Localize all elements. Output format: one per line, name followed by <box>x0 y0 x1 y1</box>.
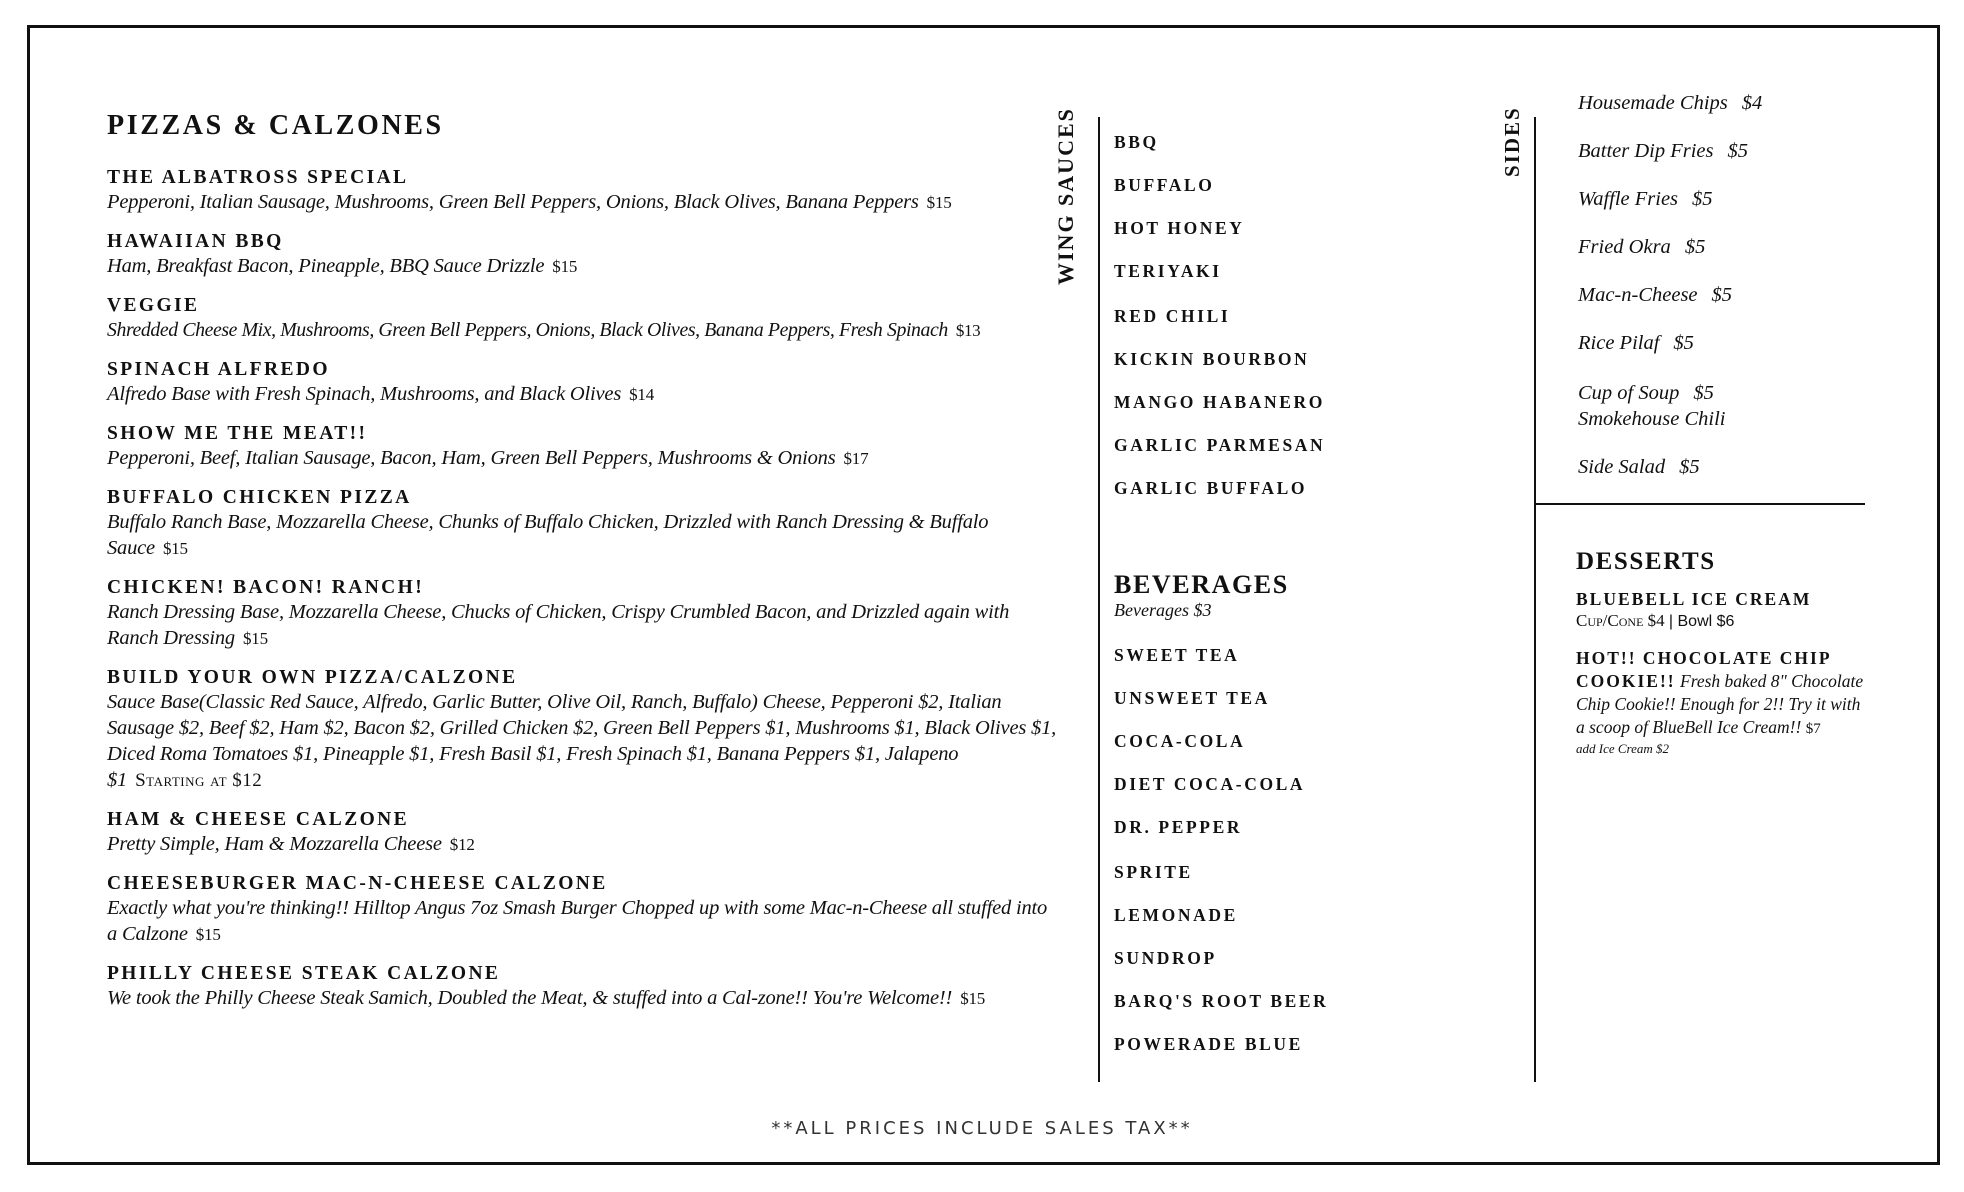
pizza-name: CHEESEBURGER MAC-N-CHEESE CALZONE <box>107 873 608 894</box>
pizza-desc <box>107 189 1057 216</box>
pizza-price: $15 <box>552 257 578 276</box>
pizza-price: $15 <box>960 989 986 1008</box>
pizza-desc-text: Ranch Dressing Base, Mozzarella Cheese, Chucks of Chicken, Crispy Crumbled Bacon, and Drizzled again with Ranch Dressing <box>107 601 1010 649</box>
pizza-item <box>107 873 1057 948</box>
pizza-name: CHICKEN! BACON! RANCH! <box>107 577 425 598</box>
beverages-subtitle: Beverages $3 <box>1114 600 1212 620</box>
pizzas-title: PIZZAS & CALZONES <box>107 110 444 141</box>
side-price: $5 <box>1692 188 1713 210</box>
beverage-item: SWEET TEA <box>1114 645 1240 665</box>
pizza-price: $12 <box>449 835 475 854</box>
side-price: $5 <box>1711 284 1733 306</box>
wing-sauces-title: WING SAUCES <box>1053 107 1078 285</box>
pizza-item <box>107 167 1057 216</box>
pizza-name: PHILLY CHEESE STEAK CALZONE <box>107 963 501 984</box>
side-price: $5 <box>1684 236 1706 258</box>
pizza-item <box>107 577 1057 652</box>
pizza-item <box>107 231 1057 280</box>
beverage-item: LEMONADE <box>1114 905 1238 925</box>
pizza-name: BUILD YOUR OWN PIZZA/CALZONE <box>107 667 518 688</box>
pizza-item <box>107 359 1057 408</box>
wing-sauces-list <box>1114 0 1444 1100</box>
pizza-desc <box>107 985 1057 1012</box>
pizza-desc-text: Pretty Simple, Ham & Mozzarella Cheese <box>107 833 442 855</box>
pizza-desc-text: Buffalo Ranch Base, Mozzarella Cheese, Chunks of Buffalo Chicken, Drizzled with Ranch Dressing & Buffalo Sauce <box>107 511 989 559</box>
side-name: Batter Dip Fries <box>1578 140 1714 162</box>
wing-sauce-item: HOT HONEY <box>1114 218 1245 238</box>
wing-sauce-item: KICKIN BOURBON <box>1114 349 1310 369</box>
pizza-item <box>107 423 1057 472</box>
side-name: Side Salad <box>1578 456 1666 478</box>
pizza-desc <box>107 509 1057 562</box>
side-price: $5 <box>1673 332 1694 354</box>
pizza-desc <box>107 445 1057 472</box>
side-item <box>1578 186 1713 212</box>
dessert-prices <box>1576 610 1876 633</box>
column-divider-left <box>1098 117 1100 1082</box>
tax-note: **ALL PRICES INCLUDE SALES TAX** <box>771 1118 1193 1139</box>
side-item <box>1578 90 1762 116</box>
beverage-item: DR. PEPPER <box>1114 817 1243 837</box>
pizza-price: $15 <box>195 925 221 944</box>
sides-title: SIDES <box>1500 106 1524 177</box>
dessert-item <box>1576 588 1876 633</box>
side-item-extra: Smokehouse Chili <box>1578 408 1726 430</box>
pizza-item <box>107 487 1057 562</box>
pizza-desc-text: Pepperoni, Beef, Italian Sausage, Bacon, Ham, Green Bell Peppers, Mushrooms & Onions <box>107 447 836 469</box>
beverage-item: SPRITE <box>1114 862 1193 882</box>
pizza-name: SHOW ME THE MEAT!! <box>107 423 368 444</box>
pizza-name: HAWAIIAN BBQ <box>107 231 284 252</box>
side-item <box>1578 454 1700 480</box>
side-item <box>1578 234 1705 260</box>
pizza-item <box>107 809 1057 858</box>
pizza-name: HAM & CHEESE CALZONE <box>107 809 410 830</box>
dessert-name: HOT!! CHOCOLATE CHIP COOKIE!! <box>1576 648 1831 691</box>
dessert-price: $7 <box>1805 721 1821 737</box>
pizza-price: $15 <box>926 193 952 212</box>
pizza-price: $15 <box>242 629 268 648</box>
pizza-list <box>107 167 1057 1027</box>
pizza-desc-text: Ham, Breakfast Bacon, Pineapple, BBQ Sauce Drizzle <box>107 255 545 277</box>
wing-sauce-item: BUFFALO <box>1114 175 1215 195</box>
pizza-item <box>107 667 1057 794</box>
pizza-desc-text: We took the Philly Cheese Steak Samich, Doubled the Meat, & stuffed into a Cal-zone!! You're Welcome!! <box>107 987 953 1009</box>
dessert-name: BLUEBELL ICE CREAM <box>1576 589 1812 609</box>
side-price: $5 <box>1727 140 1749 162</box>
dessert-item <box>1576 647 1876 757</box>
side-name: Housemade Chips <box>1578 92 1728 114</box>
pizza-desc-text: Sauce Base(Classic Red Sauce, Alfredo, Garlic Butter, Olive Oil, Ranch, Buffalo) Cheese, Pepperoni $2, Italian Sausage $2, Beef $2, Ham $2, Bacon $2, Grilled Chicken $2, Green Bell Peppers $1, Mushrooms $1, Black Olives $1, Diced Roma Tomatoes $1, Pineapple $1, Fresh Basil $1, Fresh Spinach $1, Banana Peppers $1, Jalapeno $1 <box>107 691 1057 791</box>
desserts-section <box>1576 548 1876 757</box>
side-price: $5 <box>1693 382 1714 404</box>
beverage-item: SUNDROP <box>1114 948 1217 968</box>
wing-sauce-item: BBQ <box>1114 132 1159 152</box>
pizza-desc <box>107 831 1057 858</box>
pizza-desc <box>107 381 1057 408</box>
column-divider-right <box>1534 117 1536 1082</box>
wing-sauce-item: TERIYAKI <box>1114 261 1222 281</box>
wing-sauce-item: GARLIC BUFFALO <box>1114 478 1308 498</box>
pizza-price: $13 <box>955 321 981 340</box>
pizza-price: $15 <box>162 539 188 558</box>
wing-sauce-item: GARLIC PARMESAN <box>1114 435 1326 455</box>
sides-list <box>1578 0 1918 520</box>
pizza-desc-text: Shredded Cheese Mix, Mushrooms, Green Bell Peppers, Onions, Black Olives, Banana Peppers, Fresh Spinach <box>107 319 948 341</box>
dessert-note: add Ice Cream $2 <box>1576 741 1670 756</box>
dessert-desc-text: Fresh baked 8" Chocolate Chip Cookie!! Enough for 2!! Try it with a scoop of BlueBell Ice Cream!! <box>1576 671 1864 737</box>
pizza-item <box>107 963 1057 1012</box>
pizza-name: VEGGIE <box>107 295 200 316</box>
beverage-item: DIET COCA-COLA <box>1114 774 1306 794</box>
pizza-name: BUFFALO CHICKEN PIZZA <box>107 487 412 508</box>
beverages-title: BEVERAGES <box>1114 570 1289 599</box>
side-name: Fried Okra <box>1578 236 1671 258</box>
side-name: Rice Pilaf <box>1578 332 1660 354</box>
pizza-desc <box>107 895 1057 948</box>
side-price: $5 <box>1679 456 1700 478</box>
pizza-item <box>107 295 1057 344</box>
pizza-name: THE ALBATROSS SPECIAL <box>107 167 409 188</box>
pizza-desc-text: Alfredo Base with Fresh Spinach, Mushrooms, and Black Olives <box>107 383 622 405</box>
pizza-desc-text: Pepperoni, Italian Sausage, Mushrooms, Green Bell Peppers, Onions, Black Olives, Banana Peppers <box>107 191 919 213</box>
dessert-price-cup: Cup/Cone $4 <box>1576 611 1665 630</box>
dessert-price-bowl: | Bowl $6 <box>1668 613 1735 630</box>
pizza-price: $17 <box>843 449 869 468</box>
pizza-price: $14 <box>629 385 654 404</box>
pizza-desc <box>107 253 1057 280</box>
pizza-price: Starting at $12 <box>135 770 263 791</box>
beverage-item: BARQ'S ROOT BEER <box>1114 991 1329 1011</box>
side-price: $4 <box>1741 92 1763 114</box>
pizza-desc <box>107 599 1057 652</box>
beverage-item: POWERADE BLUE <box>1114 1034 1303 1054</box>
side-item <box>1578 138 1748 164</box>
wing-sauce-item: MANGO HABANERO <box>1114 392 1325 412</box>
beverage-item: UNSWEET TEA <box>1114 688 1270 708</box>
dessert-desc <box>1576 647 1866 741</box>
pizza-name: SPINACH ALFREDO <box>107 359 330 380</box>
pizza-desc <box>107 317 1057 344</box>
side-name: Waffle Fries <box>1578 188 1679 210</box>
side-item <box>1578 282 1732 308</box>
desserts-title: DESSERTS <box>1576 548 1716 575</box>
beverage-item: COCA-COLA <box>1114 731 1246 751</box>
pizza-desc-text: Exactly what you're thinking!! Hilltop Angus 7oz Smash Burger Chopped up with some Mac-n-Cheese all stuffed into a Calzone <box>107 897 1048 945</box>
side-name: Cup of Soup <box>1578 382 1680 404</box>
pizza-desc <box>107 689 1057 794</box>
wing-sauce-item: RED CHILI <box>1114 306 1231 326</box>
side-item <box>1578 330 1694 356</box>
side-item <box>1578 380 1714 406</box>
side-name: Mac-n-Cheese <box>1578 284 1698 306</box>
